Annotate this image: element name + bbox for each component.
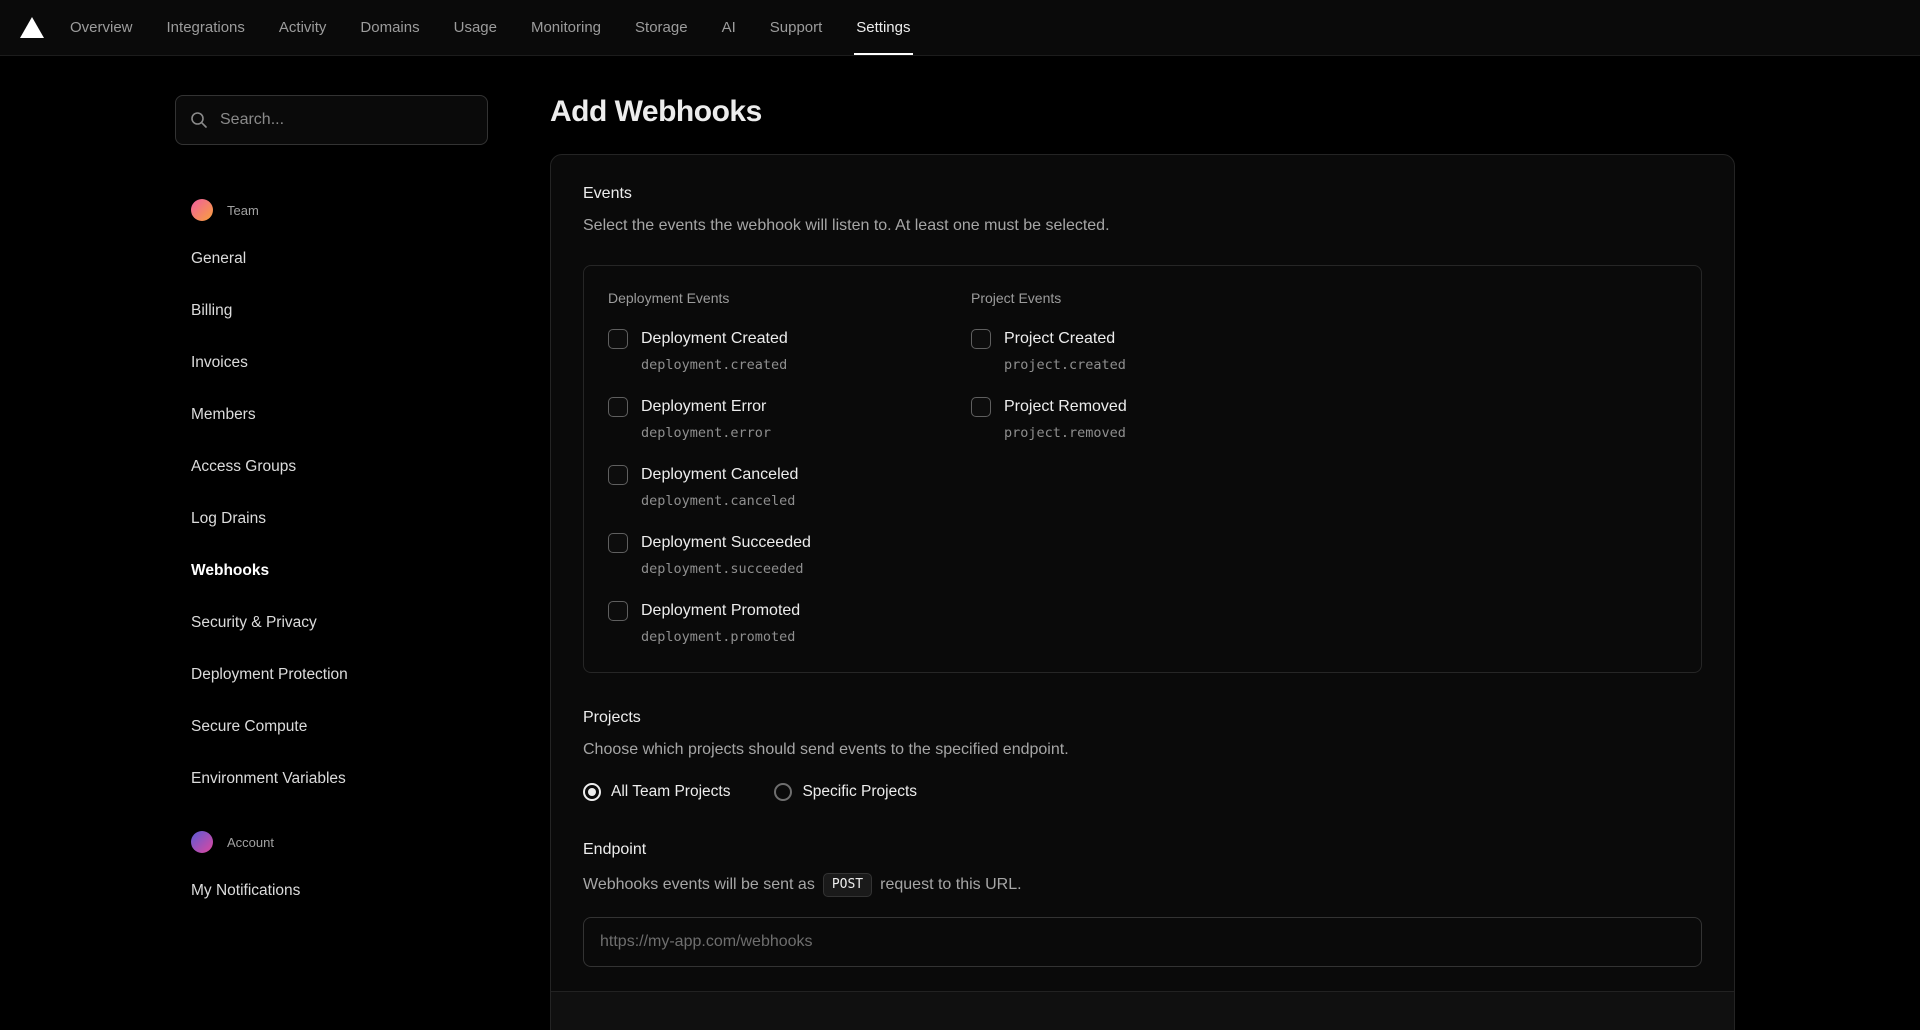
account-settings-list [175,865,488,917]
event-row-deployment-canceled [608,464,971,510]
deployment-events-column [608,290,971,668]
card-footer [551,991,1734,1030]
project-events-column [971,290,1677,668]
account-section-header [175,831,488,853]
vercel-logo[interactable] [20,0,44,55]
event-label: Deployment Error [641,398,767,415]
account-avatar [191,831,213,853]
sidebar-item-my-notifications[interactable]: My Notifications [191,882,301,899]
checkbox-deployment-canceled[interactable] [608,465,628,485]
projects-title: Projects [583,709,641,726]
event-row-deployment-error [608,396,971,442]
sidebar-search[interactable] [175,95,488,145]
checkbox-deployment-succeeded[interactable] [608,533,628,553]
checkbox-project-removed[interactable] [971,397,991,417]
event-label: Deployment Promoted [641,602,801,619]
radio-label: All Team Projects [611,783,731,800]
radio-label: Specific Projects [802,783,918,800]
radio-option-specific-projects[interactable] [774,783,917,801]
top-navigation [0,0,1920,56]
event-code: project.created [1004,357,1126,373]
nav-item-support[interactable]: Support [769,19,823,36]
endpoint-description-prefix: Webhooks events will be sent as [583,876,815,893]
main-content [550,56,1735,1030]
sidebar-item-general[interactable]: General [191,250,247,267]
event-row-deployment-created [608,328,971,374]
page-layout [0,56,1920,1030]
deployment-events-header: Deployment Events [608,290,730,306]
events-section [583,185,1702,673]
nav-item-integrations[interactable]: Integrations [166,19,245,36]
search-icon [190,111,208,129]
sidebar-item-log-drains[interactable]: Log Drains [191,510,266,527]
event-label: Deployment Canceled [641,466,799,483]
sidebar-item-deployment-protection[interactable]: Deployment Protection [191,666,348,683]
project-events-header: Project Events [971,290,1062,306]
endpoint-description-suffix: request to this URL. [880,876,1022,893]
event-label: Project Created [1004,330,1116,347]
search-input[interactable] [220,111,473,129]
nav-item-activity[interactable]: Activity [278,19,327,36]
radio-option-all-team-projects[interactable] [583,783,730,801]
events-title: Events [583,185,632,202]
endpoint-section [583,841,1702,967]
page-title: Add Webhooks [550,95,762,128]
nav-item-ai[interactable]: AI [721,19,736,36]
projects-description: Choose which projects should send events to the specified endpoint. [583,741,1069,758]
event-label: Deployment Created [641,330,788,347]
sidebar-item-webhooks[interactable]: Webhooks [191,562,270,579]
nav-item-usage[interactable]: Usage [453,19,497,36]
sidebar-item-invoices[interactable]: Invoices [191,354,248,371]
sidebar-item-environment-variables[interactable]: Environment Variables [191,770,346,787]
events-box [583,265,1702,673]
vercel-triangle-icon [20,17,44,38]
event-code: deployment.error [641,425,772,441]
endpoint-description [583,873,1702,897]
event-code: deployment.succeeded [641,561,804,577]
checkbox-deployment-promoted[interactable] [608,601,628,621]
event-row-project-removed [971,396,1677,442]
event-label: Project Removed [1004,398,1127,415]
projects-radio-group [583,783,1702,801]
team-avatar [191,199,213,221]
event-row-project-created [971,328,1677,374]
event-code: deployment.created [641,357,788,373]
event-code: deployment.canceled [641,493,796,509]
sidebar-item-members[interactable]: Members [191,406,256,423]
projects-section [583,709,1702,801]
account-section-label: Account [227,834,274,850]
add-webhooks-card [550,154,1735,1030]
nav-item-monitoring[interactable]: Monitoring [530,19,602,36]
event-code: deployment.promoted [641,629,796,645]
team-section-label: Team [227,202,259,218]
checkbox-deployment-error[interactable] [608,397,628,417]
checkbox-project-created[interactable] [971,329,991,349]
settings-sidebar [175,56,488,1030]
endpoint-title: Endpoint [583,841,647,858]
sidebar-item-secure-compute[interactable]: Secure Compute [191,718,308,735]
event-row-deployment-promoted [608,600,971,646]
team-settings-list [175,233,488,805]
post-method-badge: POST [823,873,872,897]
endpoint-url-input[interactable] [583,917,1702,967]
event-code: project.removed [1004,425,1126,441]
nav-items [70,0,911,55]
nav-item-domains[interactable]: Domains [360,19,420,36]
events-description: Select the events the webhook will listen to. At least one must be selected. [583,217,1110,234]
team-section-header [175,199,488,221]
event-row-deployment-succeeded [608,532,971,578]
radio-all-team-projects[interactable] [583,783,601,801]
nav-item-storage[interactable]: Storage [635,19,688,36]
sidebar-item-security-privacy[interactable]: Security & Privacy [191,614,317,631]
nav-item-settings[interactable]: Settings [856,0,910,55]
sidebar-item-billing[interactable]: Billing [191,302,233,319]
radio-specific-projects[interactable] [774,783,792,801]
nav-item-overview[interactable]: Overview [70,19,133,36]
event-label: Deployment Succeeded [641,534,811,551]
checkbox-deployment-created[interactable] [608,329,628,349]
sidebar-item-access-groups[interactable]: Access Groups [191,458,297,475]
